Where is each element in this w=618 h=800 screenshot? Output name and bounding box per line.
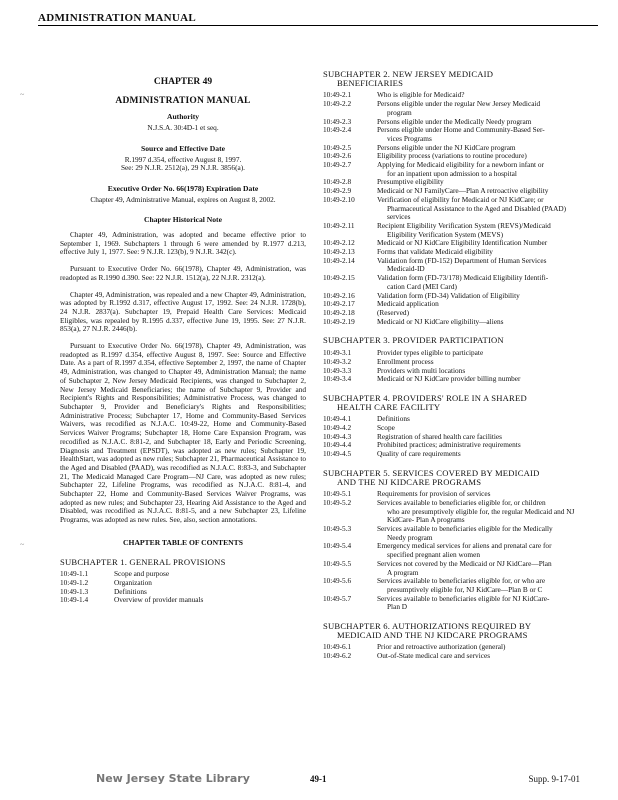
section-title: Medicaid or NJ KidCare Eligibility Identification Number (377, 238, 548, 248)
section-title: Medicaid application (377, 299, 439, 309)
source-line-1: R.1997 d.354, effective August 8, 1997. (124, 154, 242, 164)
section-number: 10:49-2.5 (323, 142, 352, 152)
section-number: 10:49-2.11 (323, 220, 355, 230)
toc-row (323, 257, 587, 274)
section-number: 10:49-2.18 (323, 307, 355, 317)
subchapter-1-title: SUBCHAPTER 1. GENERAL PROVISIONS (60, 556, 226, 567)
section-title: Validation form (FD-34) Validation of Eligibility (377, 290, 520, 300)
section-number: 10:49-3.1 (323, 348, 352, 358)
section-number: 10:49-1.1 (60, 569, 89, 579)
right-column (323, 70, 587, 661)
section-number: 10:49-2.12 (323, 238, 355, 248)
subchapter-3-title: SUBCHAPTER 3. PROVIDER PARTICIPATION (323, 335, 504, 346)
section-title: Recipient Eligibility Verification System (REVS)/Medicaid Eligibility Verification System (MEVS) (377, 220, 551, 239)
section-number: 10:49-4.4 (323, 440, 352, 450)
toc-row (60, 596, 306, 605)
executive-order-heading: Executive Order No. 66(1978) Expiration Date (107, 183, 259, 193)
section-number: 10:49-5.4 (323, 541, 352, 551)
section-number: 10:49-5.1 (323, 489, 352, 499)
section-title: Scope (377, 423, 395, 433)
section-number: 10:49-3.3 (323, 365, 352, 375)
toc-title: CHAPTER TABLE OF CONTENTS (123, 537, 243, 547)
section-number: 10:49-2.9 (323, 186, 352, 196)
section-number: 10:49-2.2 (323, 99, 352, 109)
section-title: Persons eligible under the regular New Jersey Medicaid program (377, 99, 541, 117)
section-title: Medicaid or NJ KidCare provider billing number (377, 374, 521, 384)
historical-note-paragraph: Chapter 49, Administration, was adopted and became effective prior to September 1, 1969. Subchapters 1 through 6 were amended by R.1977 d.213, effective July 1, 1977. See: 9 N.J.R. 123(b), 9 N.J.R. 342(c). (60, 230, 306, 257)
section-number: 10:49-2.17 (323, 299, 355, 309)
section-title: Registration of shared health care facilities (377, 431, 503, 441)
supplement-date: Supp. 9-17-01 (528, 774, 580, 784)
toc-row (323, 292, 587, 301)
toc-row (323, 560, 587, 577)
section-title: Medicaid or NJ KidCare eligibility—aliens (377, 316, 504, 326)
section-number: 10:49-6.2 (323, 651, 352, 661)
section-number: 10:49-4.1 (323, 414, 352, 424)
page-number: 49-1 (310, 774, 327, 784)
section-title: Services not covered by the Medicaid or NJ KidCare—Plan A program (377, 558, 552, 577)
section-title: Prohibited practices; administrative requirements (377, 440, 521, 450)
subchapter-6-title: SUBCHAPTER 6. AUTHORIZATIONS REQUIRED BY MEDICAID AND THE NJ KIDCARE PROGRAMS (323, 621, 532, 640)
section-number: 10:49-2.7 (323, 160, 352, 170)
section-number: 10:49-1.3 (60, 586, 89, 596)
section-number: 10:49-2.19 (323, 316, 355, 326)
section-title: Services available to beneficiaries eligible for, or children who are presumptively eligible for, the regular Medicaid and NJ KidCare- Plan A programs (377, 497, 575, 525)
toc-row (323, 100, 587, 117)
section-title: Services available to beneficiaries eligible for the Medically Needy program (377, 524, 553, 542)
margin-mark: ~ (20, 90, 25, 99)
section-title: Applying for Medicaid eligibility for a newborn infant or for an inpatient upon admission to a hospital (377, 160, 544, 178)
historical-note-paragraph: Chapter 49, Administration, was repealed and a new Chapter 49, Administration, was adopted by R.1992 d.317, effective August 17, 1992. See: 24 N.J.R. 1728(b), 24 N.J.R. 2837(a). Subchapter 19, Prepaid Health Care Services: Medicaid Eligibles, was repealed by R.1995 d.337, effective June 19, 1995. See: 27 N.J.R. 853(a), 27 N.J.R. 2446(b). (60, 289, 306, 334)
page-footer (60, 772, 590, 790)
source-heading: Source and Effective Date (140, 143, 225, 153)
section-title: Medicaid or NJ FamilyCare—Plan A retroactive eligibility (377, 186, 549, 196)
section-number: 10:49-6.1 (323, 642, 352, 652)
section-number: 10:49-3.2 (323, 356, 352, 366)
subchapter-4-list (323, 415, 587, 459)
section-title: Validation form (FD-73/178) Medicaid Eligibility Identifi- cation Card (MEI Card) (377, 273, 549, 291)
toc-row (323, 126, 587, 143)
section-number: 10:49-2.8 (323, 177, 352, 187)
toc-row (323, 499, 587, 525)
toc-row (323, 595, 587, 612)
toc-row (323, 196, 587, 222)
section-number: 10:49-4.3 (323, 431, 352, 441)
subchapter-5-list (323, 490, 587, 612)
section-title: Providers with multi locations (377, 365, 466, 375)
historical-note-paragraph: Pursuant to Executive Order No. 66(1978), Chapter 49, Administration, was readopted as R.1990 d.390. See: 22 N.J.R. 1512(a), 22 N.J.R. 2312(a). (60, 264, 306, 282)
section-number: 10:49-2.4 (323, 125, 352, 135)
toc-row (323, 300, 587, 309)
section-title: Definitions (114, 586, 147, 596)
toc-row (60, 570, 306, 579)
subchapter-6-list (323, 643, 587, 660)
toc-row (323, 375, 587, 384)
toc-row (323, 450, 587, 459)
section-number: 10:49-1.4 (60, 595, 89, 605)
section-title: Services available to beneficiaries eligible for NJ KidCare- Plan D (377, 593, 550, 612)
chapter-title: CHAPTER 49 (153, 77, 213, 87)
historical-note-paragraph: Pursuant to Executive Order No. 66(1978), Chapter 49, Administration, was readopted as R.1997 d.354, effective August 8, 1997. See: Source and Effective Date. As a part of R.1997 d.354, effective September 2, 1997, the name of Chapter 49, Administration, was changed to Chapter 49, Administration Manual; the name of Subchapter 2, New Jersey Medicaid Recipients, was changed to Subchapter 2, New Jersey Medicaid Beneficiaries; the name of Subchapter 9, Provider and Recipient's Rights and Responsibilities; Administrative Process, was changed to Subchapter 9, Provider and Beneficiary's Rights and Responsibilities; Administrative Process; Subchapter 17, Home and Community-Based Services Waivers, was recodified as N.J.A.C. 10:49-22, Home and Community-Based Services Waiver Programs; Subchapter 18, Home Care Expansion Program, was recodified as N.J.A.C. 8:81-2, and Subchapter 18, Early and Periodic Screening, Diagnosis and Treatment (EPSDT), was adopted as new rules; Subchapter 19, HealthStart, was adopted as new rules; Subchapter 21, Pharmaceutical Assistance to the Aged and Disabled (PAAD), was recodified as N.J.A.C. 8:83-3, and Subchapter 21, The Medicaid Managed Care Program—NJ Care, was adopted as new rules; Subchapter 22, Lifeline Programs, was recodified as N.J.A.C. 8:81-4, and Subchapter 22, Home and Community-Based Services Waiver Programs, was adopted as new rules; and Subchapter 23, Hearing Aid Assistance to the Aged and Disabled, was recodified as N.J.A.C. 8:81-5, and a new Subchapter 23, Lifeline Programs, was adopted as new rules. See, also, section annotations. (60, 341, 306, 525)
subchapter-2-list (323, 91, 587, 326)
section-title: Enrollment process (377, 356, 434, 366)
section-number: 10:49-5.5 (323, 558, 352, 568)
toc-row (323, 652, 587, 661)
library-watermark: New Jersey State Library (96, 772, 250, 785)
section-title: Out-of-State medical care and services (377, 651, 491, 661)
section-title: Scope and purpose (114, 569, 170, 579)
toc-row (323, 415, 587, 424)
section-title: Definitions (377, 414, 410, 424)
section-number: 10:49-2.1 (323, 90, 352, 100)
section-title: Services available to beneficiaries eligible for, or who are presumptively eligible for, NJ KidCare—Plan B or C (377, 576, 546, 594)
section-number: 10:49-1.2 (60, 577, 89, 587)
section-title: Persons eligible under the NJ KidCare program (377, 142, 516, 152)
toc-row (323, 318, 587, 327)
subchapter-3-list (323, 349, 587, 384)
section-number: 10:49-2.10 (323, 194, 355, 204)
toc-row (60, 579, 306, 588)
section-number: 10:49-4.2 (323, 423, 352, 433)
toc-row (323, 349, 587, 358)
section-number: 10:49-4.5 (323, 449, 352, 459)
section-title: Requirements for provision of services (377, 489, 491, 499)
section-title: Emergency medical services for aliens and prenatal care for specified pregnant alien women (377, 541, 552, 560)
toc-row (323, 222, 587, 239)
section-title: Eligibility process (variations to routine procedure) (377, 151, 527, 161)
section-title: Presumptive eligibility (377, 177, 444, 187)
section-number: 10:49-5.2 (323, 497, 352, 507)
section-number: 10:49-2.15 (323, 273, 355, 283)
toc-row (323, 525, 587, 542)
section-title: Validation form (FD-152) Department of Human Services Medicaid-ID (377, 255, 547, 274)
toc-row (323, 577, 587, 594)
section-title: Quality of care requirements (377, 449, 461, 459)
section-number: 10:49-2.3 (323, 116, 352, 126)
margin-mark: ~ (20, 540, 25, 549)
section-number: 10:49-5.7 (323, 593, 352, 603)
section-title: Forms that validate Medicaid eligibility (377, 247, 493, 257)
subchapter-5-title: SUBCHAPTER 5. SERVICES COVERED BY MEDICAID AND THE NJ KIDCARE PROGRAMS (323, 467, 540, 487)
left-column (60, 70, 306, 605)
section-number: 10:49-2.14 (323, 255, 355, 265)
section-title: Persons eligible under the Medically Needy program (377, 116, 532, 126)
source-line-2: See: 29 N.J.R. 2512(a), 29 N.J.R. 3856(a). (120, 163, 246, 173)
subchapter-2-title: SUBCHAPTER 2. NEW JERSEY MEDICAID BENEFICIARIES (323, 69, 494, 88)
toc-row (323, 274, 587, 291)
section-title: (Reserved) (377, 307, 410, 317)
authority-text: N.J.S.A. 30:4D-1 et seq. (147, 123, 219, 133)
section-number: 10:49-5.3 (323, 524, 352, 534)
section-number: 10:49-2.6 (323, 151, 352, 161)
authority-heading: Authority (166, 112, 200, 122)
section-number: 10:49-3.4 (323, 374, 352, 384)
section-title: Verification of eligibility for Medicaid or NJ KidCare; or Pharmaceutical Assistance to the Aged and Disabled (PAAD) services (377, 194, 567, 222)
toc-row (323, 542, 587, 559)
section-title: Organization (114, 577, 152, 587)
section-number: 10:49-5.6 (323, 576, 352, 586)
section-number: 10:49-2.13 (323, 247, 355, 257)
section-title: Overview of provider manuals (114, 595, 204, 605)
section-title: Persons eligible under Home and Community-Based Ser- vices Programs (377, 125, 545, 143)
toc-row (323, 161, 587, 178)
chapter-name: ADMINISTRATION MANUAL (115, 95, 251, 106)
subchapter-4-title: SUBCHAPTER 4. PROVIDERS' ROLE IN A SHARED HEALTH CARE FACILITY (323, 392, 527, 412)
running-header: ADMINISTRATION MANUAL (38, 12, 598, 26)
section-title: Prior and retroactive authorization (general) (377, 642, 506, 652)
subchapter-1-list (60, 570, 306, 605)
historical-note-heading: Chapter Historical Note (144, 215, 222, 225)
section-number: 10:49-2.16 (323, 290, 355, 300)
executive-order-text: Chapter 49, Administrative Manual, expires on August 8, 2002. (90, 194, 276, 204)
section-title: Provider types eligible to participate (377, 348, 484, 358)
section-title: Who is eligible for Medicaid? (377, 90, 465, 100)
